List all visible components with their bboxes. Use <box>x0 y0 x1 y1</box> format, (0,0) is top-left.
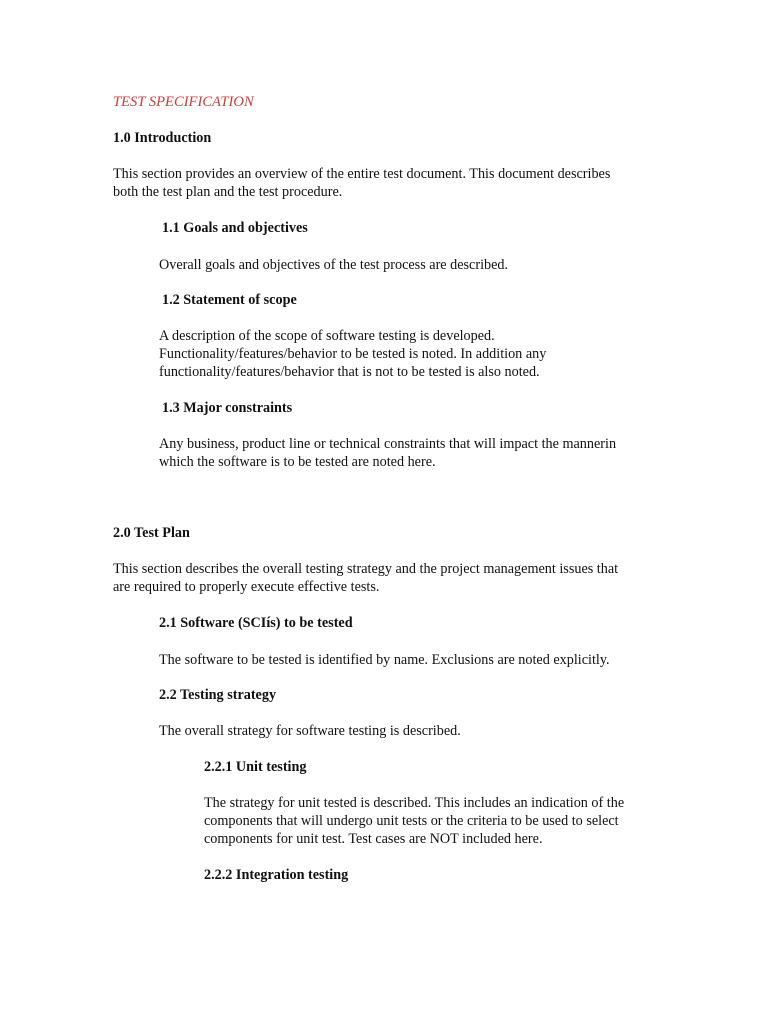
section-body-strategy: The overall strategy for software testing is described. <box>159 723 461 739</box>
section-heading-unit: 2.2.1 Unit testing <box>204 759 307 775</box>
section-body-intro: This section provides an overview of the entire test document. This document describes both the test plan and the test procedure. <box>113 166 611 200</box>
section-body-constraints: Any business, product line or technical constraints that will impact the mannerin which the software is to be tested are noted here. <box>159 436 617 470</box>
section-heading-goals: 1.1 Goals and objectives <box>162 220 308 236</box>
section-heading-software: 2.1 Software (SCIís) to be tested <box>159 615 353 631</box>
section-heading-intro: 1.0 Introduction <box>113 130 212 146</box>
section-body-goals: Overall goals and objectives of the test process are described. <box>159 257 509 273</box>
section-body-software: The software to be tested is identified by name. Exclusions are noted explicitly. <box>159 652 610 668</box>
section-heading-constraints: 1.3 Major constraints <box>162 400 293 416</box>
section-heading-strategy: 2.2 Testing strategy <box>159 687 277 703</box>
document-title: TEST SPECIFICATION <box>113 94 254 110</box>
section-heading-scope: 1.2 Statement of scope <box>162 292 297 308</box>
section-heading-test-plan: 2.0 Test Plan <box>113 525 190 541</box>
section-heading-integration: 2.2.2 Integration testing <box>204 867 349 883</box>
section-body-unit: The strategy for unit tested is described. This includes an indication of the components that will undergo unit tests or the criteria to be used to select components for unit test. Test cases are NOT included here. <box>204 795 625 847</box>
section-body-test-plan: This section describes the overall testing strategy and the project management issues that are required to properly execute effective tests. <box>113 561 619 595</box>
section-body-scope: A description of the scope of software testing is developed. Functionality/features/behavior to be tested is noted. In addition any functionality/features/behavior that is not to be tested is also noted. <box>159 328 547 380</box>
